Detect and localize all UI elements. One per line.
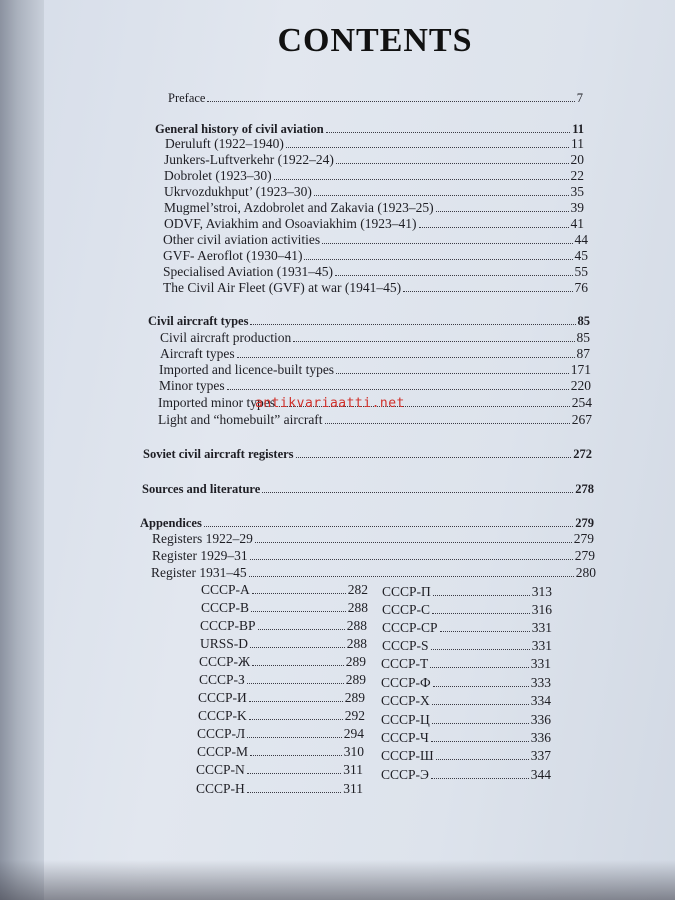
toc-entry-label: CCCP-K — [198, 708, 247, 723]
toc-entry — [199, 654, 366, 670]
dot-leader — [336, 162, 569, 164]
toc-entry-page-number: 35 — [570, 184, 584, 199]
toc-entry-page-number: 288 — [346, 618, 367, 633]
toc-entry-label: Specialised Aviation (1931–45) — [163, 264, 333, 279]
toc-entry-label: CCCP-Э — [381, 767, 429, 782]
toc-entry-label: CCCP-B — [201, 600, 250, 615]
dot-leader — [262, 491, 573, 493]
toc-entry-label: Preface — [168, 91, 206, 105]
toc-entry-label: URSS-D — [200, 636, 249, 651]
dot-leader — [255, 541, 572, 543]
toc-entry-page-number: 279 — [574, 548, 595, 563]
toc-entry — [200, 618, 367, 634]
toc-entry — [164, 184, 584, 200]
toc-entry — [382, 620, 552, 636]
dot-leader — [431, 648, 530, 650]
toc-entry-label: Appendices — [140, 516, 202, 530]
toc-entry-label: CCCP-Ж — [199, 654, 251, 669]
toc-entry-page-number: 336 — [530, 730, 551, 745]
dot-leader — [432, 703, 529, 705]
toc-entry — [143, 446, 592, 462]
toc-entry — [198, 690, 365, 706]
toc-entry-page-number: 334 — [530, 693, 551, 708]
dot-leader — [286, 146, 569, 148]
dot-leader — [252, 592, 346, 594]
toc-entry-label: Minor types — [159, 378, 225, 393]
toc-entry — [382, 584, 552, 600]
watermark-text: antikvariaatti.net — [255, 396, 405, 411]
toc-entry-label: CCCP-Ч — [381, 730, 429, 745]
toc-entry-label: Light and “homebuilt” aircraft — [158, 412, 323, 427]
toc-entry-page-number: 294 — [343, 726, 364, 741]
toc-entry-page-number: 20 — [570, 152, 584, 167]
toc-entry-label: Dobrolet (1923–30) — [164, 168, 272, 183]
dot-leader — [432, 722, 529, 724]
toc-entry-label: CCCP-T — [381, 656, 429, 671]
toc-entry-label: CCCP-M — [197, 744, 249, 759]
toc-entry-label: GVF- Aeroflot (1930–41) — [163, 248, 303, 263]
toc-entry-label: Aircraft types — [160, 346, 235, 361]
toc-entry-label: CCCP-И — [198, 690, 247, 705]
toc-entry-page-number: 289 — [345, 672, 366, 687]
dot-leader — [314, 194, 569, 196]
dot-leader — [247, 772, 341, 774]
toc-entry-label: CCCP-A — [201, 582, 250, 597]
dot-leader — [304, 258, 572, 260]
toc-entry-label: Deruluft (1922–1940) — [165, 136, 284, 151]
dot-leader — [433, 685, 529, 687]
dot-leader — [403, 290, 572, 292]
toc-entry-label: CCCP-BP — [200, 618, 256, 633]
toc-entry-page-number: 278 — [575, 482, 594, 496]
page-title: CONTENTS — [277, 22, 473, 59]
toc-entry-page-number: 171 — [570, 362, 591, 377]
toc-entry-page-number: 55 — [574, 264, 588, 279]
toc-entry-page-number: 87 — [576, 346, 590, 361]
toc-entry-page-number: 282 — [347, 582, 368, 597]
toc-entry — [163, 248, 588, 264]
toc-entry-label: General history of civil aviation — [155, 122, 324, 136]
dot-leader — [250, 558, 573, 560]
toc-entry-page-number: 254 — [571, 395, 592, 410]
toc-entry-label: CCCP-Л — [197, 726, 246, 741]
toc-entry — [381, 748, 551, 764]
toc-entry-page-number: 311 — [343, 781, 363, 796]
toc-entry-label: CCCP-Ц — [381, 712, 430, 727]
toc-entry-page-number: 220 — [570, 378, 591, 393]
toc-entry-page-number: 11 — [571, 136, 584, 151]
dot-leader — [252, 664, 344, 666]
toc-entry — [151, 565, 596, 581]
dot-leader — [419, 226, 569, 228]
toc-entry — [381, 712, 551, 728]
dot-leader — [207, 100, 574, 102]
toc-entry — [140, 515, 594, 531]
dot-leader — [432, 612, 530, 614]
toc-entry-label: The Civil Air Fleet (GVF) at war (1941–45) — [163, 280, 402, 295]
toc-entry-page-number: 337 — [530, 748, 551, 763]
toc-entry-label: ODVF, Aviakhim and Osoaviakhim (1923–41) — [164, 216, 417, 231]
dot-leader — [237, 356, 575, 358]
toc-entry-page-number: 272 — [573, 447, 592, 461]
toc-entry-label: CCCP-N — [196, 762, 245, 777]
toc-entry-page-number: 288 — [346, 636, 367, 651]
toc-entry-label: Register 1929–31 — [152, 548, 248, 563]
toc-entry — [164, 152, 584, 168]
toc-entry-page-number: 44 — [574, 232, 588, 247]
toc-entry-label: Sources and literature — [142, 482, 261, 496]
toc-entry — [381, 693, 551, 709]
toc-entry — [381, 656, 551, 672]
toc-entry-page-number: 76 — [574, 280, 588, 295]
toc-entry — [155, 121, 584, 137]
dot-leader — [293, 340, 574, 342]
dot-leader — [433, 594, 530, 596]
toc-entry — [163, 280, 588, 296]
toc-entry-page-number: 267 — [571, 412, 592, 427]
toc-entry-label: CCCP-C — [382, 602, 431, 617]
dot-leader — [326, 131, 570, 133]
toc-entry — [152, 531, 594, 547]
toc-entry — [382, 638, 552, 654]
toc-entry-page-number: 288 — [347, 600, 368, 615]
toc-entry — [164, 216, 584, 232]
toc-entry — [201, 600, 368, 616]
dot-leader — [436, 758, 529, 760]
toc-entry — [168, 90, 583, 106]
toc-entry — [152, 548, 595, 564]
toc-entry-label: Mugmel’stroi, Azdobrolet and Zakavia (1923–25) — [164, 200, 434, 215]
toc-entry — [199, 672, 366, 688]
toc-entry-page-number: 289 — [345, 654, 366, 669]
toc-entry — [381, 675, 551, 691]
toc-entry-label: Other civil aviation activities — [163, 232, 321, 247]
dot-leader — [322, 242, 572, 244]
toc-entry — [196, 781, 363, 797]
dot-leader — [204, 525, 573, 527]
toc-entry-page-number: 333 — [530, 675, 551, 690]
toc-entry-page-number: 41 — [570, 216, 584, 231]
toc-entry-page-number: 331 — [531, 620, 552, 635]
dot-leader — [430, 666, 528, 668]
dot-leader — [274, 178, 569, 180]
toc-entry-label: Register 1931–45 — [151, 565, 247, 580]
toc-entry — [158, 412, 592, 428]
toc-entry-label: CCCP-CP — [382, 620, 438, 635]
toc-entry — [142, 481, 594, 497]
dot-leader — [335, 274, 573, 276]
dot-leader — [249, 575, 574, 577]
toc-entry — [163, 264, 588, 280]
toc-entry — [198, 708, 365, 724]
toc-entry-label: CCCP-S — [382, 638, 429, 653]
dot-leader — [249, 700, 343, 702]
toc-entry-label: CCCP-Ф — [381, 675, 431, 690]
toc-entry — [159, 362, 591, 378]
toc-entry — [381, 767, 551, 783]
dot-leader — [247, 736, 342, 738]
toc-entry-page-number: 289 — [344, 690, 365, 705]
toc-entry — [381, 730, 551, 746]
dot-leader — [336, 372, 569, 374]
toc-entry-label: Junkers-Luftverkehr (1922–24) — [164, 152, 334, 167]
toc-entry-page-number: 310 — [343, 744, 364, 759]
toc-entry-page-number: 292 — [344, 708, 365, 723]
dot-leader — [249, 718, 343, 720]
page-bottom-shadow — [0, 860, 675, 900]
toc-entry — [148, 313, 590, 329]
dot-leader — [431, 777, 529, 779]
toc-entry-label: Imported and licence-built types — [159, 362, 335, 377]
dot-leader — [440, 630, 530, 632]
dot-leader — [251, 610, 346, 612]
toc-entry-page-number: 313 — [531, 584, 552, 599]
dot-leader — [250, 323, 575, 325]
toc-entry — [160, 346, 590, 362]
toc-entry — [159, 378, 591, 394]
toc-entry-page-number: 311 — [343, 762, 363, 777]
toc-entry-page-number: 344 — [530, 767, 551, 782]
dot-leader — [250, 646, 345, 648]
book-spine-shadow — [0, 0, 44, 900]
toc-entry-label: CCCP-З — [199, 672, 245, 687]
toc-entry-label: CCCP-П — [382, 584, 431, 599]
toc-entry — [160, 330, 590, 346]
dot-leader — [247, 682, 344, 684]
toc-entry-page-number: 279 — [575, 516, 594, 530]
dot-leader — [296, 456, 572, 458]
toc-entry-label: Ukrvozdukhput’ (1923–30) — [164, 184, 312, 199]
toc-entry — [164, 200, 584, 216]
toc-entry-page-number: 7 — [576, 91, 583, 105]
toc-entry — [163, 232, 588, 248]
dot-leader — [250, 754, 342, 756]
toc-entry — [197, 744, 364, 760]
toc-entry — [164, 168, 584, 184]
toc-entry-page-number: 85 — [577, 314, 590, 328]
toc-entry-page-number: 331 — [530, 656, 551, 671]
dot-leader — [227, 388, 569, 390]
toc-entry-page-number: 85 — [576, 330, 590, 345]
toc-entry-label: CCCP-X — [381, 693, 430, 708]
toc-entry-page-number: 336 — [530, 712, 551, 727]
toc-entry — [197, 726, 364, 742]
toc-entry-page-number: 22 — [570, 168, 584, 183]
dot-leader — [247, 791, 341, 793]
dot-leader — [258, 628, 345, 630]
toc-entry-label: CCCP-H — [196, 781, 245, 796]
toc-entry-label: Civil aircraft types — [148, 314, 249, 328]
toc-entry — [200, 636, 367, 652]
dot-leader — [325, 422, 570, 424]
toc-entry-page-number: 316 — [531, 602, 552, 617]
toc-entry-label: Civil aircraft production — [160, 330, 292, 345]
toc-entry-label: Imported minor types — [158, 395, 275, 410]
toc-entry-page-number: 39 — [570, 200, 584, 215]
toc-entry-page-number: 11 — [572, 122, 584, 136]
toc-entry-label: CCCP-Ш — [381, 748, 434, 763]
toc-entry — [196, 762, 363, 778]
toc-entry — [165, 136, 584, 152]
toc-entry-label: Soviet civil aircraft registers — [143, 447, 294, 461]
toc-entry-page-number: 280 — [575, 565, 596, 580]
toc-entry-page-number: 279 — [573, 531, 594, 546]
toc-entry-page-number: 331 — [531, 638, 552, 653]
dot-leader — [431, 740, 529, 742]
toc-entry — [201, 582, 368, 598]
toc-entry-page-number: 45 — [574, 248, 588, 263]
toc-entry-label: Registers 1922–29 — [152, 531, 253, 546]
dot-leader — [436, 210, 569, 212]
toc-entry — [382, 602, 552, 618]
